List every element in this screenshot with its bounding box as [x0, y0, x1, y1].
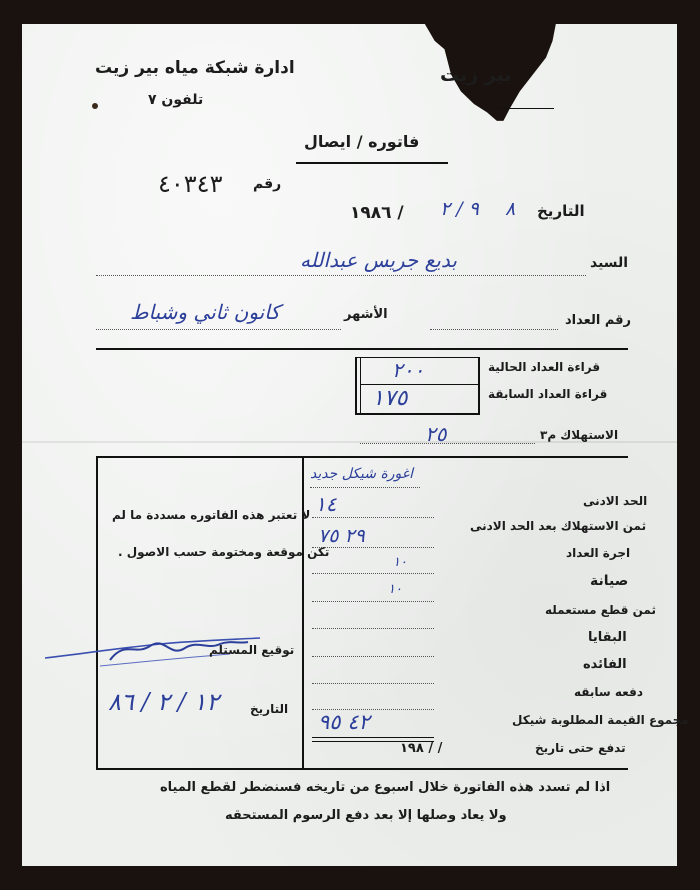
- pay-by-value: / / ١٩٨: [400, 741, 443, 756]
- months-dotted-line: [96, 329, 341, 330]
- charges-header-line: [310, 487, 420, 488]
- charge-line-1: [312, 547, 434, 548]
- notice-line-1: لا تعتبر هذه الفاتوره مسددة ما لم: [112, 508, 311, 522]
- previous-reading-label: قراءة العداد السابقة: [488, 387, 608, 401]
- charge-line-3: [312, 601, 434, 602]
- consumption-value: ٢٥: [425, 422, 447, 446]
- customer-dotted-line: [96, 275, 586, 276]
- total-label: مجموع القيمة المطلوبة شيكل: [512, 713, 689, 727]
- pin-hole: [92, 103, 98, 109]
- charges-column-header: اغورة شيكل جديد: [310, 466, 413, 482]
- invoice-number-label: رقم: [253, 176, 282, 192]
- date-handwritten-extra: ٨: [505, 198, 516, 220]
- customer-label: السيد: [590, 255, 629, 271]
- meter-number-line: [430, 329, 558, 330]
- mid-rule: [96, 456, 628, 458]
- charge-line-0: [312, 517, 434, 518]
- footer-warning-line-2: ولا يعاد وصلها إلا بعد دفع الرسوم المستحقه: [225, 808, 507, 823]
- readings-box-left2: [360, 357, 361, 415]
- notice-line-2: تكن موقعة ومختومة حسب الاصول .: [118, 545, 330, 559]
- date-handwritten-day: ٩ / ٢: [440, 198, 479, 220]
- footer-warning-line-1: اذا لم تسدد هذه الفاتورة خلال اسبوع من تاريخه فسنضطر لقطع المياه: [160, 780, 611, 795]
- frame-left: [96, 456, 98, 770]
- readings-box-mid: [360, 384, 478, 385]
- readings-box-left: [355, 357, 357, 415]
- meter-number-label: رقم العداد: [565, 313, 632, 328]
- readings-box-right: [478, 357, 480, 415]
- doc-title-underline: [296, 162, 448, 164]
- customer-name: بديع جريس عبدالله: [300, 248, 457, 272]
- readings-box-bottom: [355, 413, 480, 415]
- charge-label-2: اجرة العداد: [566, 546, 631, 560]
- date-label: التاريخ: [537, 202, 585, 220]
- charge-amount-3: ١٠: [388, 582, 402, 597]
- charge-label-5: البقايا: [588, 630, 627, 645]
- charge-line-6: [312, 683, 434, 684]
- current-reading-label: قراءة العداد الحالية: [488, 360, 601, 374]
- charge-line-2: [312, 573, 434, 574]
- top-rule: [96, 348, 628, 350]
- months-label: الأشهر: [344, 307, 388, 322]
- receiver-signature-label: توقيع المستلم: [209, 643, 295, 657]
- torn-title: بير زيت: [440, 64, 512, 86]
- frame-divider: [302, 456, 304, 770]
- previous-reading-value: ١٧٥: [372, 386, 408, 411]
- charge-amount-2: ١٠: [393, 555, 407, 570]
- charge-label-4: ثمن قطع مستعمله: [545, 603, 656, 617]
- total-value: ٤٢ ٩٥: [318, 710, 370, 734]
- pay-by-label: تدفع حتى تاريخ: [535, 741, 626, 755]
- charge-label-3: صيانة: [590, 573, 629, 589]
- bottom-rule: [96, 768, 628, 770]
- left-date-value: ١٢ / ٢ / ٨٦: [108, 688, 220, 716]
- consumption-label: الاستهلاك م٣: [540, 428, 619, 442]
- charge-label-1: ثمن الاستهلاك بعد الحد الادنى: [470, 519, 647, 533]
- org-name: ادارة شبكة مياه بير زيت: [95, 58, 295, 78]
- charge-amount-1: ٢٩ ٧٥: [318, 525, 365, 547]
- charge-label-0: الحد الادنى: [583, 494, 648, 508]
- current-reading-value: ٢٠٠: [392, 358, 425, 382]
- doc-title: فاتوره / ايصال: [304, 132, 420, 151]
- left-date-label: التاريخ: [250, 702, 289, 716]
- phone-number: تلفون ٧: [148, 92, 204, 108]
- torn-title-underline: [498, 108, 554, 109]
- date-printed-year: / ١٩٨٦: [350, 203, 404, 223]
- charge-line-4: [312, 628, 434, 629]
- months-value: كانون ثاني وشباط: [130, 300, 280, 324]
- invoice-number: ٤٠٣٤٣: [158, 170, 223, 198]
- consumption-line: [360, 443, 535, 444]
- charge-line-5: [312, 656, 434, 657]
- charge-label-7: دفعه سابقه: [574, 685, 643, 699]
- total-double-line-1: [312, 737, 434, 738]
- charge-label-6: الفائده: [583, 657, 627, 672]
- charge-amount-0: ١٤: [315, 492, 337, 516]
